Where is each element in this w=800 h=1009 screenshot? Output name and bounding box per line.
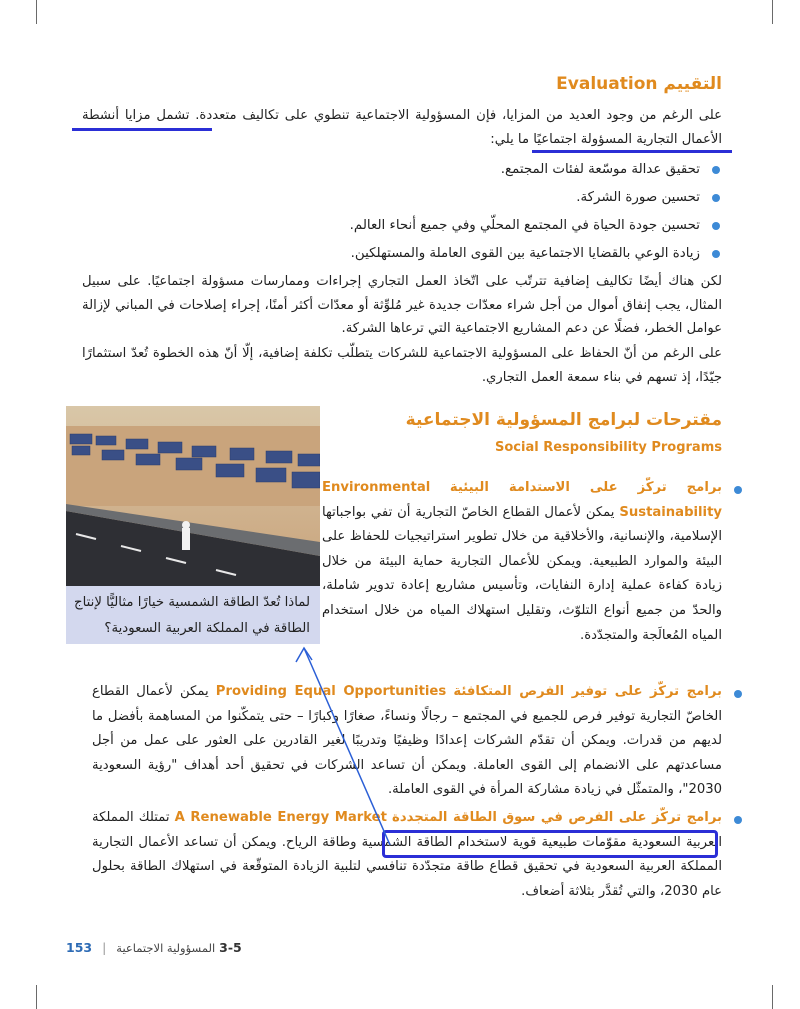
- evaluation-intro: على الرغم من وجود العديد من المزايا، فإن المسؤولية الاجتماعية تنطوي على تكاليف متعددة. تشمل مزايا أنشطة الأعمال التجارية المسؤولة اجتماعيًا ما يلي:: [82, 108, 722, 147]
- crop-mark: [36, 0, 37, 24]
- footer-divider: |: [102, 940, 107, 955]
- evaluation-heading: التقييم Evaluation: [556, 74, 722, 94]
- renewable-title-en: A Renewable Energy Market: [174, 810, 387, 825]
- equal-title-en: Providing Equal Opportunities: [215, 684, 447, 699]
- environmental-title-ar: برامج تركّز على الاستدامة البيئية: [449, 480, 722, 495]
- annotation-arrow: [290, 640, 400, 852]
- annotation-underline: [72, 128, 212, 131]
- bullet-icon: [712, 250, 720, 258]
- costs-paragraph: لكن هناك أيضًا تكاليف إضافية تترتّب على اتّخاذ العمل التجاري إجراءات وممارسات مسؤولة اجتماعيًا. على سبيل المثال، يجب إنفاق أموال من أجل شراء معدّات جديدة غير مُلوِّثة أو معدّات أكثر أمنًا، إجراء إصلاحات في المباني لإزالة عوامل الخطر، فضلًا عن دعم المشاريع الاجتماعية التي ترعاها الشركة.: [82, 274, 722, 336]
- evaluation-bullet-list: [82, 156, 722, 268]
- list-item: زيادة الوعي بالقضايا الاجتماعية بين القوى العاملة والمستهلكين.: [82, 240, 722, 268]
- crop-mark: [36, 985, 37, 1009]
- list-item: تحقيق عدالة موسّعة لفئات المجتمع.: [82, 156, 722, 184]
- page-footer: [66, 940, 242, 955]
- page-number: 153: [66, 940, 93, 955]
- renewable-body-start: تمتلك المملكة العربية السعودية: [92, 810, 722, 850]
- list-item: تحسين صورة الشركة.: [82, 184, 722, 212]
- crop-mark: [772, 985, 773, 1009]
- bullet-icon: [734, 816, 742, 824]
- environmental-body: يمكن لأعمال القطاع الخاصّ التجارية أن تفي بواجباتها الإسلامية، والإنسانية، والأخلاقية من خلال تطوير استراتيجيات للحفاظ على البيئة والموارد الطبيعية. ويمكن للأعمال التجارية حماية البيئة من خلال زيادة كفاءة عملية إدارة النفايات، وتأسيس مشاريع إعادة تدوير شاملة، والحدّ من جميع أنواع التلوّث، وتقليل استهلاك المياه من خلال استخدام المياه المُعالَجة والمتجدّدة.: [322, 504, 722, 643]
- renewable-title-ar: برامج تركّز على الفرص في سوق الطاقة المتجددة: [392, 810, 722, 825]
- investment-paragraph: على الرغم من أنّ الحفاظ على المسؤولية الاجتماعية للشركات يتطلّب تكلفة إضافية، إلّا أنّ هذه الخطوة تُعدّ استثمارًا جيّدًا، إذ تسهم في بناء سمعة العمل التجاري.: [82, 346, 722, 385]
- programs-heading-ar: مقترحات لبرامج المسؤولية الاجتماعية: [405, 410, 722, 430]
- annotation-box: [382, 830, 718, 858]
- bullet-icon: [734, 690, 742, 698]
- programs-heading-en: Social Responsibility Programs: [495, 440, 722, 455]
- bullet-icon: [712, 222, 720, 230]
- annotation-underline: [532, 150, 732, 153]
- equal-opportunities-program: [92, 680, 722, 803]
- equal-title-ar: برامج تركّز على توفير الفرص المتكافئة: [453, 684, 722, 699]
- photo-caption: لماذا تُعدّ الطاقة الشمسية خيارًا مثاليًّا لإنتاج الطاقة في المملكة العربية السعودية؟: [66, 586, 320, 644]
- bullet-icon: [734, 486, 742, 494]
- bullet-icon: [712, 166, 720, 174]
- renewable-body-highlight: مقوّمات طبيعية قوية لاستخدام الطاقة الشمسية وطاقة الرياح.: [281, 834, 627, 850]
- bullet-icon: [712, 194, 720, 202]
- environmental-program: [322, 476, 722, 648]
- solar-farm-photo: [66, 406, 320, 586]
- renewable-body-end: ويمكن أن تساعد الأعمال التجارية المملكة العربية السعودية في تحقيق قطاع طاقة متجدّدة تنافسي لتلبية الزيادة المتوقّعة في استهلاك الطاقة بحلول عام 2030، والتي تُقدَّر بثلاثة أضعاف.: [92, 834, 722, 899]
- list-item: تحسين جودة الحياة في المجتمع المحلّي وفي جميع أنحاء العالم.: [82, 212, 722, 240]
- footer-section-number: 3-5: [219, 940, 242, 955]
- equal-body: يمكن لأعمال القطاع الخاصّ التجارية توفير فرص للجميع في المجتمع – رجالًا ونساءً، صغارًا وكبارًا – حتى يتمكّنوا من المساهمة بأفضل ما لديهم من قدرات. ويمكن أن تقدّم الشركات إعدادًا وظيفيًا وتدريبًا لغير القادرين على العثور على عمل من أجل مساعدتهم على الانضمام إلى القوى العاملة. ويمكن أن تساعد الشركات في تحقيق أحد أهداف "رؤية السعودية 2030"، والمتمثّل في زيادة مشاركة المرأة في القوى العاملة.: [92, 684, 722, 798]
- crop-mark: [772, 0, 773, 24]
- environmental-title-en: Environmental Sustainability: [322, 480, 722, 520]
- footer-section-title: المسؤولية الاجتماعية: [116, 941, 216, 955]
